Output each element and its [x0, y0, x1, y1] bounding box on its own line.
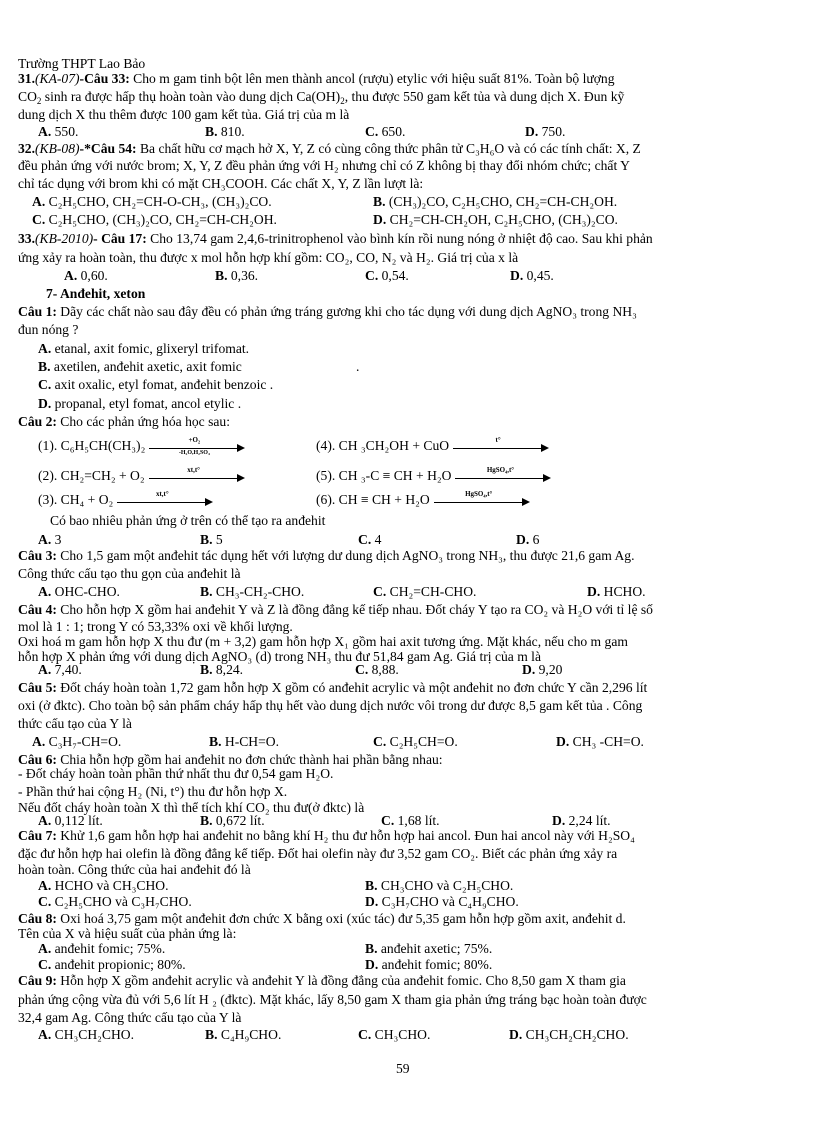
c9-option-a: A. CH₃CH₂CHO. — [38, 1027, 134, 1042]
c6-option-b: B. 0,672 lít. — [200, 813, 265, 828]
c7-option-d: D. C₃H₇CHO và C₄H₉CHO. — [365, 894, 519, 909]
c6-line1: Câu 6: Chia hỗn hợp gồm hai anđehit no đơn chức thành hai phần bằng nhau: — [18, 752, 443, 767]
q33-option-c: C. 0,54. — [365, 268, 409, 283]
c3-line2: Công thức cấu tạo thu gọn của anđehit là — [18, 566, 241, 581]
school-header: Trường THPT Lao Bảo — [18, 56, 146, 71]
c5-line1: Câu 5: Đốt cháy hoàn toàn 1,72 gam hỗn hợp X gồm có anđehit acrylic và một anđehit no đơn chức Y cần 2,296 lít — [18, 680, 648, 695]
c7-line3: hoàn toàn. Công thức của hai anđehit đó là — [18, 862, 251, 877]
c5-option-b: B. H-CH=O. — [209, 734, 279, 749]
c8-option-b: B. anđehit axetic; 75%. — [365, 941, 493, 956]
section-title: 7- Anđehit, xeton — [46, 286, 146, 301]
c4-option-d: D. 9,20 — [522, 662, 563, 677]
c4-line1: Câu 4: Cho hỗn hợp X gồm hai anđehit Y và Z là đồng đẳng kế tiếp nhau. Đốt cháy Y tạo ra CO₂ và H₂O với tỉ lệ số — [18, 602, 653, 617]
c4-line4: hỗn hợp X phản ứng với dung dịch AgNO₃ (d) trong NH₃ thu đư 51,84 gam Ag. Giá trị của m là — [18, 649, 541, 664]
q31-line3: dung dịch X thu thêm được 100 gam kết tủa. Giá trị của m là — [18, 107, 350, 122]
c5-option-d: D. CH₃ -CH=O. — [556, 734, 644, 749]
reaction-arrow: HgSO₄,t° — [455, 471, 551, 483]
c9-option-d: D. CH₃CH₂CH₂CHO. — [509, 1027, 629, 1042]
q31-option-c: C. 650. — [365, 124, 406, 139]
reaction-1: (1). C₆H₅CH(CH₃)₂ $\frac{\text{+O₂}}{\text{-H₂O,H₂SO₄}}$ — [38, 438, 249, 454]
c2-option-d: D. 6 — [516, 532, 540, 547]
reaction-2: (2). CH₂=CH₂ + O₂ xt,t° — [38, 468, 249, 484]
c7-line1: Câu 7: Khử 1,6 gam hỗn hợp hai anđehit no bằng khí H₂ thu đư hỗn hợp hai ancol. Đun hai ancol này với H₂SO₄ — [18, 828, 635, 843]
c6-option-c: C. 1,68 lít. — [381, 813, 440, 828]
q31-option-d: D. 750. — [525, 124, 566, 139]
q31-option-b: B. 810. — [205, 124, 245, 139]
c1-option-d: D. propanal, etyl fomat, ancol etylic . — [38, 396, 242, 411]
c5-line2: oxi (ở đktc). Cho toàn bộ sản phẩm cháy hấp thụ hết vào dung dịch nước vôi trong dư được 8,5 gam kết tủa . Công — [18, 698, 643, 713]
q31-line1: 31.(KA-07)-Câu 33: Cho m gam tinh bột lên men thành ancol (rượu) etylic với hiệu suất 81%. Toàn bộ lượng — [18, 71, 615, 86]
c3-option-c: C. CH₂=CH-CHO. — [373, 584, 477, 599]
c4-line2: mol là 1 : 1; trong Y có 53,33% oxi về khối lượng. — [18, 619, 293, 634]
c5-line3: thức cấu tạo của Y là — [18, 716, 132, 731]
reaction-arrow: $\frac{\text{+O₂}}{\text{-H₂O,H₂SO₄}}$ — [149, 441, 245, 453]
c6-line2: - Đốt cháy hoàn toàn phần thứ nhất thu đư 0,54 gam H₂O. — [18, 766, 334, 781]
c9-line3: 32,4 gam Ag. Công thức cấu tạo của Y là — [18, 1010, 242, 1025]
c1-option-c: C. axit oxalic, etyl fomat, anđehit benzoic . — [38, 377, 274, 392]
c2-intro: Câu 2: Cho các phản ứng hóa học sau: — [18, 414, 230, 429]
c1-option-a: A. etanal, axit fomic, glixeryl trifomat. — [38, 341, 250, 356]
c9-option-c: C. CH₃CHO. — [358, 1027, 431, 1042]
reaction-5: (5). CH ₃-C ≡ CH + H₂O HgSO₄,t° — [316, 468, 555, 484]
q32-option-c: C. C₂H₅CHO, (CH₃)₂CO, CH₂=CH-CH₂OH. — [32, 212, 277, 227]
c8-line2: Tên của X và hiệu suất của phản ứng là: — [18, 926, 237, 941]
c7-line2: đặc đư hỗn hợp hai olefin là đồng đẳng kế tiếp. Đốt hai olefin này đư 3,52 gam CO₂. Biết các phản ứng xảy ra — [18, 846, 618, 861]
q31-line2: $CO_2$ sinh ra được hấp thụ hoàn toàn vào dung dịch $Ca(OH)_2$, thu được 550 gam kết tủa và dung dịch X. Đun kỹ — [18, 89, 625, 106]
c4-option-b: B. 8,24. — [200, 662, 244, 677]
c3-option-b: B. CH₃-CH₂-CHO. — [200, 584, 305, 599]
c5-option-a: A. C₃H₇-CH=O. — [32, 734, 122, 749]
c7-option-b: B. CH₃CHO và C₂H₅CHO. — [365, 878, 514, 893]
c4-option-a: A. 7,40. — [38, 662, 82, 677]
c6-option-a: A. 0,112 lít. — [38, 813, 103, 828]
c3-option-d: D. HCHO. — [587, 584, 646, 599]
reaction-arrow: xt,t° — [149, 471, 245, 483]
c8-option-a: A. anđehit fomic; 75%. — [38, 941, 166, 956]
c4-line3: Oxi hoá m gam hỗn hợp X thu đư (m + 3,2) gam hỗn hợp X₁ gồm hai axit tương ứng. Mặt khác, nếu cho m gam — [18, 634, 628, 649]
page-number: 59 — [396, 1061, 410, 1076]
q32-option-a: A. C₂H₅CHO, CH₂=CH-O-CH₃, (CH₃)₂CO. — [32, 194, 272, 209]
c2-question: Có bao nhiêu phản ứng ở trên có thể tạo ra anđehit — [50, 513, 326, 528]
c1-line1: Câu 1: Dãy các chất nào sau đây đều có phản ứng tráng gương khi cho tác dụng với dung dịch AgNO₃ trong NH₃ — [18, 304, 637, 319]
c5-option-c: C. C₂H₅CH=O. — [373, 734, 458, 749]
c7-option-a: A. HCHO và CH₃CHO. — [38, 878, 169, 893]
reaction-3: (3). CH₄ + O₂ xt,t° — [38, 492, 217, 508]
c7-option-c: C. C₂H₅CHO và C₃H₇CHO. — [38, 894, 192, 909]
c6-line4: Nếu đốt cháy hoàn toàn X thì thể tích khí CO₂ thu đư(ở đktc) là — [18, 800, 365, 815]
c3-line1: Câu 3: Cho 1,5 gam một anđehit tác dụng hết với lượng dư dung dịch AgNO₃ trong NH₃, thu được 21,6 gam Ag. — [18, 548, 635, 563]
c6-line3: - Phần thứ hai cộng H₂ (Ni, t°) thu đư hỗn hợp X. — [18, 784, 288, 799]
reaction-arrow: xt,t° — [117, 495, 213, 507]
c2-option-b: B. 5 — [200, 532, 223, 547]
c9-line1: Câu 9: Hỗn hợp X gồm anđehit acrylic và anđehit Y là đồng đẳng của anđehit fomic. Cho 8,50 gam X tham gia — [18, 973, 626, 988]
c1-option-b: B. axetilen, anđehit axetic, axit fomic . — [38, 359, 360, 374]
q33-line2: ứng xảy ra hoàn toàn, thu được x mol hỗn hợp khí gồm: CO₂, CO, N₂ và H₂. Giá trị của x là — [18, 250, 519, 265]
c1-line2: đun nóng ? — [18, 322, 79, 337]
c8-line1: Câu 8: Oxi hoá 3,75 gam một anđehit đơn chức X bằng oxi (xúc tác) đư 5,35 gam hỗn hợp gồm axit, anđehit d. — [18, 911, 626, 926]
q32-line1: 32.(KB-08)-*Câu 54: Ba chất hữu cơ mạch hở X, Y, Z có cùng công thức phân tử C₃H₆O và có các tính chất: X, Z — [18, 141, 641, 156]
c3-option-a: A. OHC-CHO. — [38, 584, 120, 599]
c9-option-b: B. C₄H₉CHO. — [205, 1027, 282, 1042]
q33-option-a: A. 0,60. — [64, 268, 108, 283]
c2-option-c: C. 4 — [358, 532, 382, 547]
q33-option-b: B. 0,36. — [215, 268, 259, 283]
c9-line2: phản ứng cộng vừa đủ với 5,6 lít H ₂ (đktc). Mặt khác, lấy 8,50 gam X tham gia phản ứng tráng bạc hoàn toàn được — [18, 992, 647, 1007]
q33-option-d: D. 0,45. — [510, 268, 554, 283]
q32-line2: đều phản ứng với nước brom; X, Y, Z đều phản ứng với H₂ nhưng chỉ có Z không bị thay đổi nhóm chức; chất Y — [18, 158, 630, 173]
c8-option-c: C. anđehit propionic; 80%. — [38, 957, 186, 972]
c8-option-d: D. anđehit fomic; 80%. — [365, 957, 493, 972]
c6-option-d: D. 2,24 lít. — [552, 813, 611, 828]
q31-option-a: A. 550. — [38, 124, 79, 139]
q32-option-b: B. (CH₃)₂CO, C₂H₅CHO, CH₂=CH-CH₂OH. — [373, 194, 618, 209]
q33-line1: 33.(KB-2010)- Câu 17: Cho 13,74 gam 2,4,6-trinitrophenol vào bình kín rồi nung nóng ở nhiệt độ cao. Sau khi phản — [18, 231, 653, 246]
reaction-arrow: HgSO₄,t° — [434, 495, 530, 507]
q32-line3: chỉ tác dụng với brom khi có mặt CH₃COOH. Các chất X, Y, Z lần lượt là: — [18, 176, 424, 191]
q32-option-d: D. CH₂=CH-CH₂OH, C₂H₅CHO, (CH₃)₂CO. — [373, 212, 618, 227]
reaction-4: (4). CH ₃CH₂OH + CuO t° — [316, 438, 553, 454]
c4-option-c: C. 8,88. — [355, 662, 399, 677]
reaction-arrow: t° — [453, 441, 549, 453]
reaction-6: (6). CH ≡ CH + H₂O HgSO₄,t° — [316, 492, 534, 508]
c2-option-a: A. 3 — [38, 532, 62, 547]
